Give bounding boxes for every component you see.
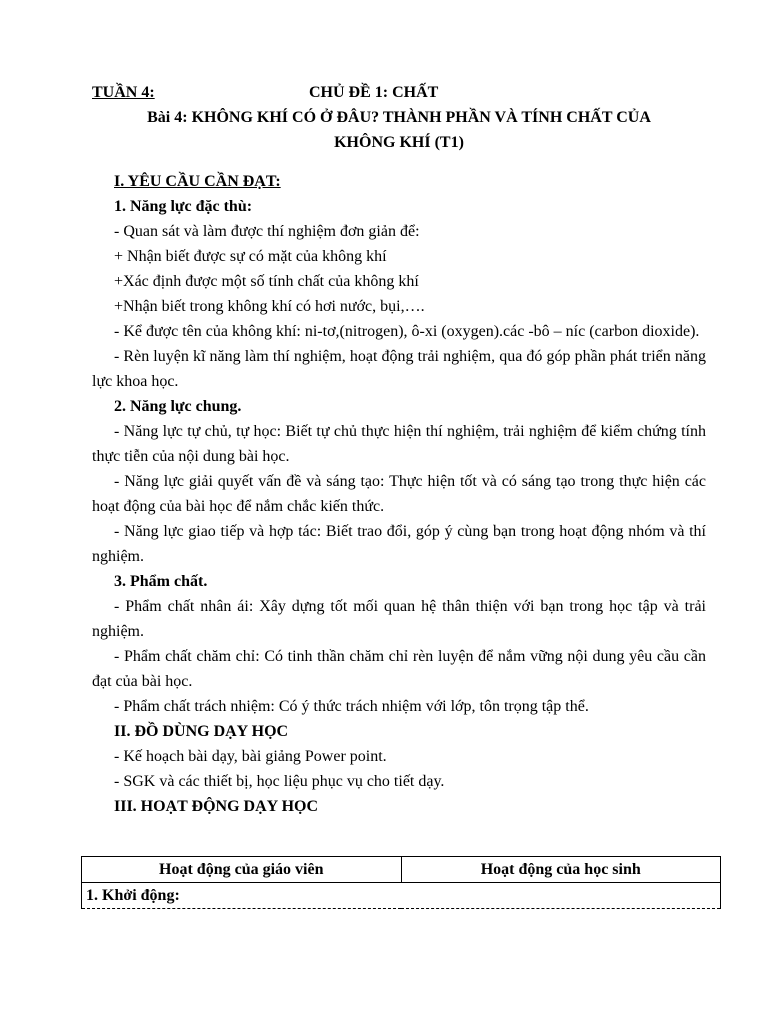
header-line [92,80,706,105]
section3-title: III. HOẠT ĐỘNG DẠY HỌC [114,798,319,815]
week-label: TUẦN 4: [92,84,155,101]
activity-table [81,856,721,909]
lesson-title-line2: KHÔNG KHÍ (T1) [334,134,464,151]
section2-line: - SGK và các thiết bị, học liệu phục vụ cho tiết dạy. [114,773,445,790]
sub3-paragraph: - Phẩm chất chăm chỉ: Có tinh thần chăm chỉ rèn luyện để nắm vững nội dung yêu cầu cần đạt của bài học. [92,648,706,690]
sub3-paragraph: - Phẩm chất trách nhiệm: Có ý thức trách nhiệm với lớp, tôn trọng tập thể. [114,698,589,715]
warmup-row-label: 1. Khởi động: [82,883,721,909]
sub2-paragraph: - Năng lực giải quyết vấn đề và sáng tạo: Thực hiện tốt và có sáng tạo trong thực hiện các hoạt động của bài học để nắm chắc kiến thức. [92,473,706,515]
section1-sub3-title: 3. Phẩm chất. [114,573,208,590]
table-header-row [82,857,721,883]
lesson-title-line1: Bài 4: KHÔNG KHÍ CÓ Ở ĐÂU? THÀNH PHẦN VÀ TÍNH CHẤT CỦA [147,109,651,126]
document-page [92,80,706,819]
section2-line: - Kế hoạch bài dạy, bài giảng Power point. [114,748,387,765]
section1-sub1-title: 1. Năng lực đặc thù: [114,198,253,215]
sub2-paragraph: - Năng lực tự chủ, tự học: Biết tự chủ thực hiện thí nghiệm, trải nghiệm để kiểm chứng tính thực tiễn của nội dung bài học. [92,423,706,465]
sub1-line: +Nhận biết trong không khí có hơi nước, bụi,…. [114,298,425,315]
sub1-line: - Quan sát và làm được thí nghiệm đơn giản để: [114,223,420,240]
table-row [82,883,721,909]
sub1-paragraph: - Kể được tên của không khí: ni-tơ,(nitrogen), ô-xi (oxygen).các -bô – níc (carbon dioxide). [114,323,700,340]
sub1-line: + Nhận biết được sự có mặt của không khí [114,248,387,265]
topic-label: CHỦ ĐỀ 1: CHẤT [309,84,439,101]
section2-title: II. ĐỒ DÙNG DẠY HỌC [114,723,289,740]
student-column-header: Hoạt động của học sinh [401,857,721,883]
sub3-paragraph: - Phẩm chất nhân ái: Xây dựng tốt mối quan hệ thân thiện với bạn trong học tập và trải nghiệm. [92,598,706,640]
sub2-paragraph: - Năng lực giao tiếp và hợp tác: Biết trao đổi, góp ý cùng bạn trong hoạt động nhóm và thí nghiệm. [92,523,706,565]
sub1-paragraph: - Rèn luyện kĩ năng làm thí nghiệm, hoạt động trải nghiệm, qua đó góp phần phát triển năng lực khoa học. [92,348,706,390]
teacher-column-header: Hoạt động của giáo viên [82,857,402,883]
section1-sub2-title: 2. Năng lực chung. [114,398,242,415]
section1-title: I. YÊU CẦU CẦN ĐẠT: [114,173,281,190]
sub1-line: +Xác định được một số tính chất của không khí [114,273,419,290]
